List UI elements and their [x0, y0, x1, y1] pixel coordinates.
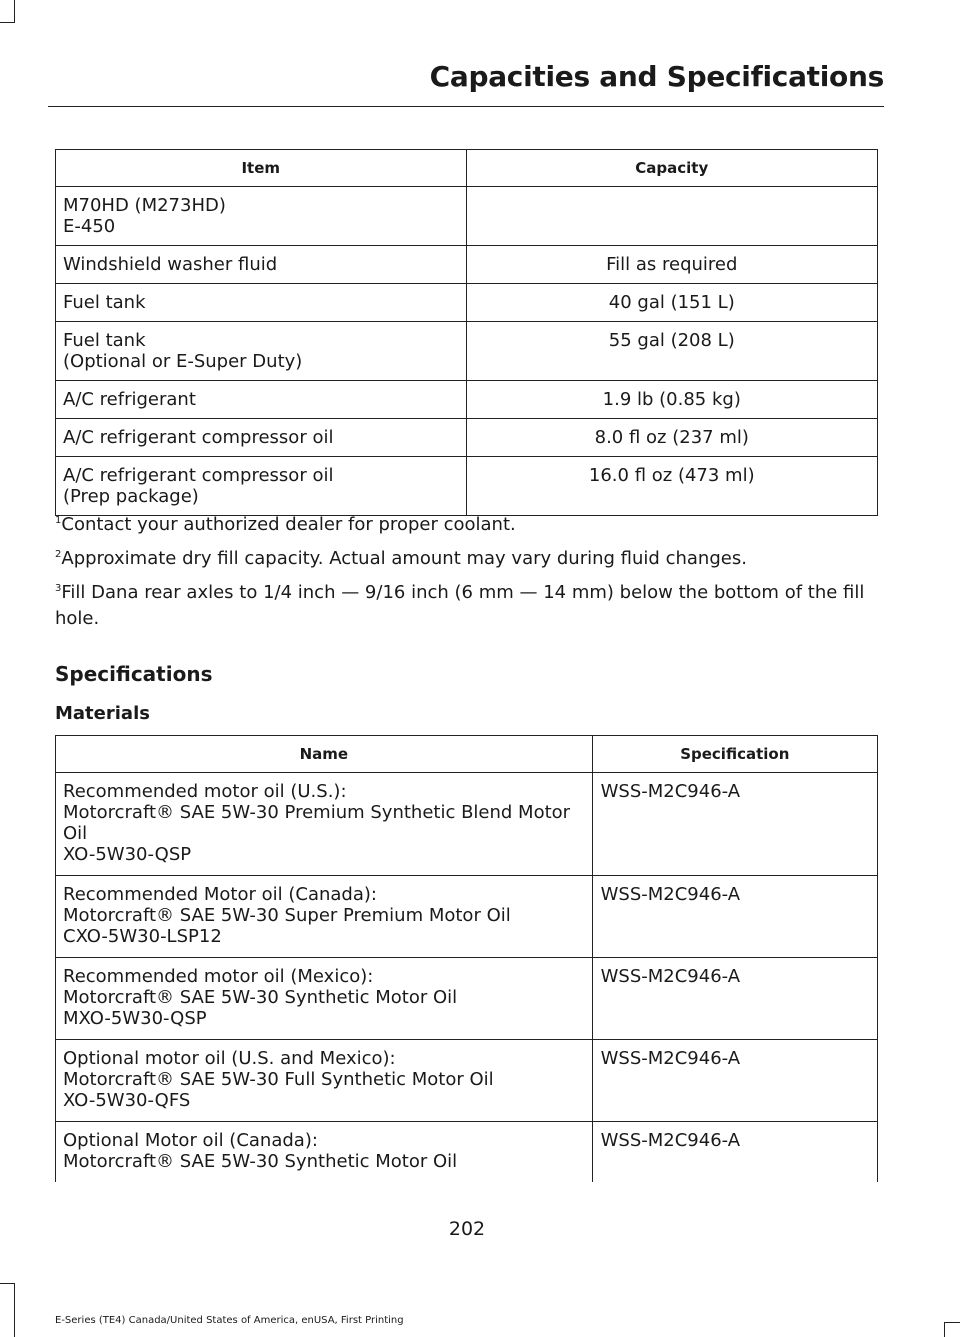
table-row [56, 284, 878, 322]
table-header-row [56, 150, 878, 187]
table-row [56, 1122, 878, 1183]
name-text: Motorcraft® SAE 5W-30 Full Synthetic Motor Oil [63, 1069, 494, 1090]
item-text: Fuel tank [63, 330, 146, 351]
item-text: M70HD (M273HD) [63, 195, 226, 216]
table-row [56, 322, 878, 381]
name-cell [56, 1040, 593, 1122]
specification-cell: WSS-M2C946-A [592, 773, 877, 876]
table-row [56, 457, 878, 516]
name-text: Optional motor oil (U.S. and Mexico): [63, 1048, 396, 1069]
name-text: XO-5W30-QFS [63, 1090, 191, 1111]
name-text: Recommended Motor oil (Canada): [63, 884, 377, 905]
specification-cell: WSS-M2C946-A [592, 958, 877, 1040]
name-text: XO-5W30-QSP [63, 844, 192, 865]
footnote-text: Fill Dana rear axles to 1/4 inch — 9/16 inch (6 mm — 14 mm) below the bottom of the fill hole. [55, 582, 865, 629]
name-cell [56, 876, 593, 958]
page-number: 202 [448, 1218, 486, 1240]
item-text: A/C refrigerant compressor oil [63, 465, 334, 486]
specification-cell: WSS-M2C946-A [592, 1122, 877, 1183]
column-header-capacity: Capacity [466, 150, 877, 187]
materials-table [55, 735, 878, 1182]
specification-cell: WSS-M2C946-A [592, 1040, 877, 1122]
table-row [56, 958, 878, 1040]
item-cell [56, 322, 467, 381]
item-text: (Optional or E-Super Duty) [63, 351, 303, 372]
item-text: (Prep package) [63, 486, 199, 507]
page-title: Capacities and Specifications [429, 60, 884, 93]
item-text: A/C refrigerant compressor oil [63, 427, 334, 448]
name-text: CXO-5W30-LSP12 [63, 926, 222, 947]
item-text: Fuel tank [63, 292, 146, 313]
item-cell [56, 381, 467, 419]
item-text: Windshield washer fluid [63, 254, 278, 275]
crop-mark [0, 22, 15, 23]
name-text: Motorcraft® SAE 5W-30 Synthetic Motor Oil [63, 1151, 458, 1172]
item-cell [56, 187, 467, 246]
footnote-mark: 3 [55, 583, 62, 594]
column-header-name: Name [56, 736, 593, 773]
table-row [56, 773, 878, 876]
item-cell [56, 419, 467, 457]
capacity-cell: 55 gal (208 L) [466, 322, 877, 381]
capacity-cell: Fill as required [466, 246, 877, 284]
capacity-cell: 16.0 fl oz (473 ml) [466, 457, 877, 516]
capacity-cell: 1.9 lb (0.85 kg) [466, 381, 877, 419]
name-text: Motorcraft® SAE 5W-30 Super Premium Motor Oil [63, 905, 511, 926]
section-title: Specifications [55, 662, 213, 686]
table-row [56, 419, 878, 457]
item-text: E-450 [63, 216, 116, 237]
crop-mark [944, 1322, 960, 1323]
capacity-cell [466, 187, 877, 246]
table-row [56, 1040, 878, 1122]
capacity-cell: 8.0 fl oz (237 ml) [466, 419, 877, 457]
name-text: MXO-5W30-QSP [63, 1008, 207, 1029]
table-row [56, 876, 878, 958]
subsection-title: Materials [55, 703, 150, 724]
crop-mark [0, 1283, 15, 1284]
footnote [55, 546, 865, 571]
edition-footer: E-Series (TE4) Canada/United States of America, enUSA, First Printing [55, 1315, 404, 1326]
name-cell [56, 1122, 593, 1183]
item-cell [56, 457, 467, 516]
footnote [55, 580, 865, 632]
name-text: Motorcraft® SAE 5W-30 Premium Synthetic Blend Motor Oil [63, 802, 571, 844]
specification-cell: WSS-M2C946-A [592, 876, 877, 958]
crop-mark [14, 1283, 15, 1337]
header-divider [48, 106, 884, 107]
table-row [56, 246, 878, 284]
capacity-cell: 40 gal (151 L) [466, 284, 877, 322]
capacities-table [55, 149, 878, 516]
footnote-text: Contact your authorized dealer for proper coolant. [61, 514, 516, 535]
item-cell [56, 284, 467, 322]
name-text: Recommended motor oil (U.S.): [63, 781, 347, 802]
name-text: Recommended motor oil (Mexico): [63, 966, 374, 987]
name-text: Motorcraft® SAE 5W-30 Synthetic Motor Oil [63, 987, 458, 1008]
table-row [56, 381, 878, 419]
footnote [55, 512, 865, 537]
column-header-specification: Specification [592, 736, 877, 773]
footnote-text: Approximate dry fill capacity. Actual amount may vary during fluid changes. [61, 548, 747, 569]
crop-mark [14, 0, 15, 22]
column-header-item: Item [56, 150, 467, 187]
name-cell [56, 773, 593, 876]
name-cell [56, 958, 593, 1040]
item-cell [56, 246, 467, 284]
table-header-row [56, 736, 878, 773]
crop-mark [944, 1322, 945, 1337]
name-text: Optional Motor oil (Canada): [63, 1130, 318, 1151]
footnote-mark: 1 [55, 515, 62, 526]
table-row [56, 187, 878, 246]
item-text: A/C refrigerant [63, 389, 196, 410]
footnote-mark: 2 [55, 549, 62, 560]
